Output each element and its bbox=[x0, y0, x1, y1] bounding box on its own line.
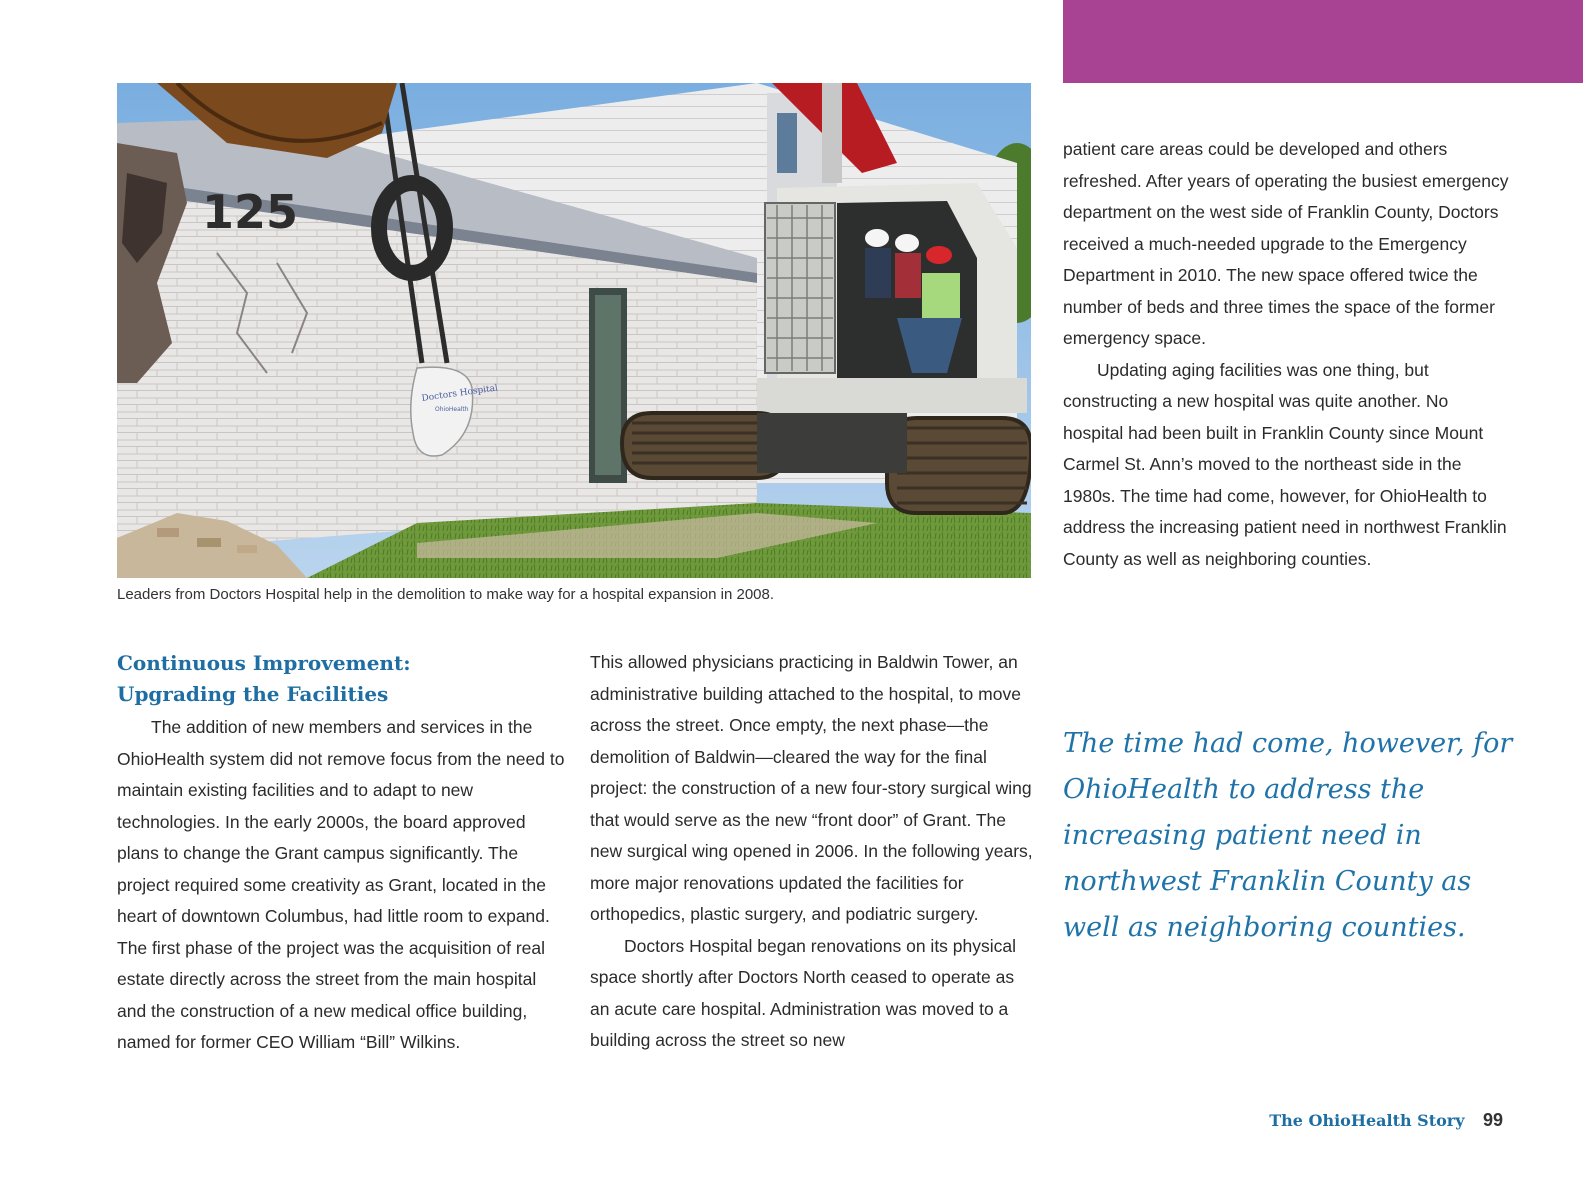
section-heading-line2: Upgrading the Facilities bbox=[117, 682, 389, 706]
body-paragraph: Updating aging facilities was one thing, but constructing a new hospital was quite another. No hospital had been built in Franklin County since Mount Carmel St. Ann’s moved to the northeast side in the 1980s. The time had come, however, for OhioHealth to address the increasing patient need in northwest Franklin County as well as neighboring counties. bbox=[1063, 359, 1507, 569]
text-column-2 bbox=[590, 647, 1035, 1057]
demolition-photo bbox=[117, 83, 1031, 578]
svg-text:Doctors Hospital: Doctors Hospital bbox=[421, 383, 499, 404]
running-title: The OhioHealth Story bbox=[1269, 1111, 1465, 1130]
page-number: 99 bbox=[1482, 1110, 1503, 1130]
body-paragraph: The addition of new members and services in the OhioHealth system did not remove focus from the need to maintain existing facilities and to adapt to new technologies. In the early 2000s, the board approved plans to change the Grant campus significantly. The project required some creativity as Grant, located in the heart of downtown Columbus, had little room to expand. The first phase of the project was the acquisition of real estate directly across the street from the main hospital and the construction of a new medical office building, named for former CEO William “Bill” Wilkins. bbox=[117, 717, 565, 1052]
svg-text:125: 125 bbox=[202, 185, 299, 239]
pull-quote: The time had come, however, for OhioHealth to address the increasing patient need in northwest Franklin County as well as neighboring counties. bbox=[1063, 728, 1513, 943]
body-paragraph: patient care areas could be developed and others refreshed. After years of operating the busiest emergency department on the west side of Franklin County, Doctors received a much-needed upgrade to the Emergency Department in 2010. The new space offered twice the number of beds and three times the space of the former emergency space. bbox=[1063, 139, 1509, 348]
body-paragraph: This allowed physicians practicing in Baldwin Tower, an administrative building attached to the hospital, to move across the street. Once empty, the next phase—the demolition of Baldwin—cleared the way for the final project: the construction of a new four-story surgical wing that would serve as the new “front door” of Grant. The new surgical wing opened in 2006. In the following years, more major renovations updated the facilities for orthopedics, plastic surgery, and podiatric surgery. bbox=[590, 652, 1033, 924]
photo-caption: Leaders from Doctors Hospital help in the demolition to make way for a hospital expansion in 2008. bbox=[117, 586, 775, 603]
text-column-3 bbox=[1063, 134, 1513, 575]
demolition-illustration bbox=[117, 83, 1031, 578]
body-paragraph: Doctors Hospital began renovations on its physical space shortly after Doctors North ceased to operate as an acute care hospital. Administration was moved to a building across the street so new bbox=[590, 935, 1017, 1050]
page-footer bbox=[1269, 1110, 1503, 1131]
section-heading-line1: Continuous Improvement: bbox=[117, 651, 411, 675]
svg-text:OhioHealth: OhioHealth bbox=[435, 406, 469, 413]
accent-color-band bbox=[1063, 0, 1583, 83]
section-heading bbox=[117, 648, 567, 710]
text-column-1 bbox=[117, 648, 567, 1059]
